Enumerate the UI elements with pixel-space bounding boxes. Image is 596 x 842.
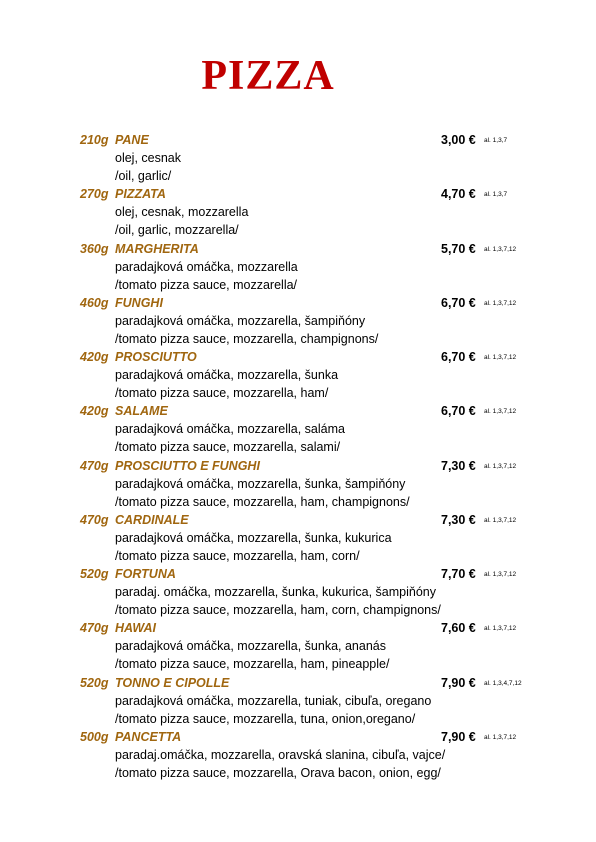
- menu-item: [0, 619, 596, 673]
- menu-item: [0, 294, 596, 348]
- item-price: 6,70 €: [441, 350, 476, 364]
- menu-item: [0, 402, 596, 456]
- item-weight: 470g: [80, 458, 109, 473]
- item-description-en: /tomato pizza sauce, mozzarella, tuna, onion,oregano/: [115, 711, 416, 726]
- item-description-sk: paradaj.omáčka, mozzarella, oravská slanina, cibuľa, vajce/: [115, 747, 446, 762]
- menu-item: [0, 185, 596, 239]
- item-description-en: /tomato pizza sauce, mozzarella, salami/: [115, 440, 341, 455]
- menu-item: [0, 240, 596, 294]
- item-description-sk: paradajková omáčka, mozzarella, šunka: [115, 368, 339, 382]
- item-price: 7,90 €: [441, 729, 476, 744]
- item-description-en: /tomato pizza sauce, mozzarella, ham, corn, champignons/: [115, 603, 441, 617]
- item-price: 6,70 €: [441, 295, 476, 310]
- item-weight: 420g: [80, 404, 109, 419]
- item-description-en: /tomato pizza sauce, mozzarella, ham, pineapple/: [115, 657, 390, 672]
- item-allergens: al. 1,3,7: [484, 137, 508, 144]
- item-price: 6,70 €: [441, 404, 476, 419]
- item-allergens: al. 1,3,7,12: [484, 299, 517, 307]
- item-weight: 360g: [80, 241, 109, 256]
- item-name: SALAME: [115, 404, 168, 419]
- item-name: FORTUNA: [115, 567, 176, 581]
- item-name: PANCETTA: [115, 729, 182, 744]
- item-name: CARDINALE: [115, 512, 189, 527]
- item-description-sk: olej, cesnak: [115, 151, 182, 165]
- item-allergens: al. 1,3,7,12: [484, 462, 517, 470]
- item-weight: 470g: [80, 512, 109, 527]
- item-description-en: /tomato pizza sauce, mozzarella, ham/: [115, 386, 329, 400]
- item-description-en: /tomato pizza sauce, mozzarella, ham, corn/: [115, 548, 360, 563]
- pizza-menu-list: [0, 131, 596, 782]
- item-description-en: /oil, garlic, mozzarella/: [115, 223, 239, 238]
- item-description-sk: paradajková omáčka, mozzarella, šunka, šampiňóny: [115, 476, 406, 491]
- menu-item: [0, 131, 596, 185]
- item-allergens: al. 1,3,7,12: [484, 245, 517, 253]
- item-allergens: al. 1,3,7,12: [484, 354, 517, 361]
- menu-item: [0, 565, 596, 619]
- item-weight: 520g: [80, 675, 109, 690]
- item-allergens: al. 1,3,7,12: [484, 516, 517, 524]
- item-allergens: al. 1,3,4,7,12: [484, 679, 522, 687]
- item-allergens: al. 1,3,7,12: [484, 571, 517, 578]
- item-description-sk: paradajková omáčka, mozzarella: [115, 259, 298, 274]
- item-name: PROSCIUTTO E FUNGHI: [115, 458, 260, 473]
- item-description-sk: olej, cesnak, mozzarella: [115, 205, 249, 220]
- menu-item: [0, 728, 596, 782]
- item-name: HAWAI: [115, 621, 156, 636]
- item-name: FUNGHI: [115, 295, 163, 310]
- item-weight: 520g: [80, 567, 109, 581]
- item-name: TONNO E CIPOLLE: [115, 675, 230, 690]
- item-weight: 420g: [80, 350, 109, 364]
- menu-item: [0, 457, 596, 511]
- item-allergens: al. 1,3,7,12: [484, 733, 517, 741]
- item-description-sk: paradajková omáčka, mozzarella, šunka, ananás: [115, 639, 386, 654]
- menu-item: [0, 348, 596, 402]
- item-price: 3,00 €: [441, 133, 476, 147]
- item-description-en: /tomato pizza sauce, mozzarella, ham, champignons/: [115, 494, 410, 509]
- item-price: 7,30 €: [441, 458, 476, 473]
- item-description-sk: paradajková omáčka, mozzarella, tuniak, cibuľa, oregano: [115, 693, 432, 708]
- item-price: 7,30 €: [441, 512, 476, 527]
- item-weight: 500g: [80, 729, 109, 744]
- item-weight: 470g: [80, 621, 109, 636]
- item-description-en: /tomato pizza sauce, mozzarella/: [115, 277, 298, 292]
- item-description-en: /tomato pizza sauce, mozzarella, champignons/: [115, 331, 379, 346]
- menu-item: [0, 511, 596, 565]
- item-description-en: /tomato pizza sauce, mozzarella, Orava bacon, onion, egg/: [115, 765, 441, 780]
- item-description-en: /oil, garlic/: [115, 169, 172, 183]
- item-allergens: al. 1,3,7,12: [484, 625, 517, 633]
- item-weight: 460g: [80, 295, 109, 310]
- item-allergens: al. 1,3,7: [484, 191, 508, 199]
- item-weight: 270g: [80, 187, 109, 202]
- item-price: 7,90 €: [441, 675, 476, 690]
- item-description-sk: paradajková omáčka, mozzarella, šunka, kukurica: [115, 530, 392, 545]
- item-weight: 210g: [80, 133, 109, 147]
- menu-title: PIZZA: [201, 53, 335, 99]
- item-description-sk: paradajková omáčka, mozzarella, saláma: [115, 422, 345, 437]
- menu-item: [0, 674, 596, 728]
- item-name: PROSCIUTTO: [115, 350, 197, 364]
- item-price: 5,70 €: [441, 241, 476, 256]
- item-description-sk: paradajková omáčka, mozzarella, šampiňóny: [115, 313, 366, 328]
- item-name: PIZZATA: [115, 187, 166, 202]
- item-price: 7,70 €: [441, 567, 476, 581]
- item-description-sk: paradaj. omáčka, mozzarella, šunka, kukurica, šampiňóny: [115, 585, 436, 599]
- item-name: PANE: [115, 133, 149, 147]
- item-price: 7,60 €: [441, 621, 476, 636]
- item-price: 4,70 €: [441, 187, 476, 202]
- item-allergens: al. 1,3,7,12: [484, 408, 517, 416]
- item-name: MARGHERITA: [115, 241, 199, 256]
